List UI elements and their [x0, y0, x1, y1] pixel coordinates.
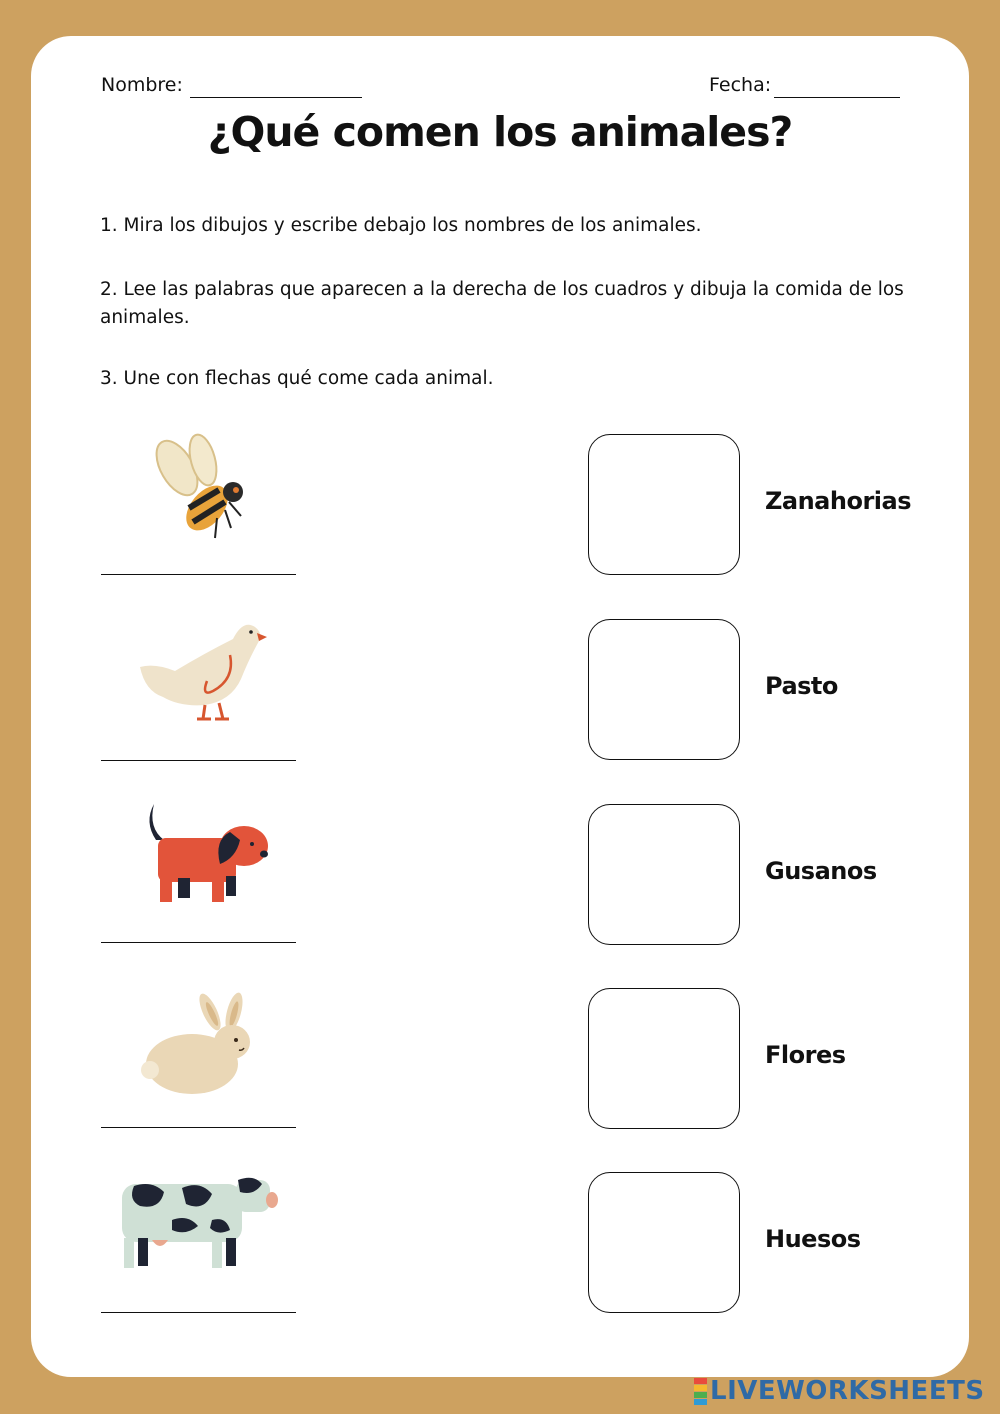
dog-icon: [142, 800, 272, 906]
food-word-pasto: Pasto: [765, 672, 838, 700]
date-label: Fecha:: [709, 74, 772, 96]
pigeon-icon: [135, 615, 270, 727]
food-word-zanahorias: Zanahorias: [765, 487, 911, 515]
draw-box-5[interactable]: [588, 1172, 740, 1313]
name-input-line[interactable]: [190, 97, 362, 98]
liveworksheets-logo[interactable]: [694, 1374, 985, 1408]
logo-text: LIVEWORKSHEETS: [710, 1376, 985, 1406]
answer-line-2[interactable]: [101, 760, 296, 761]
food-word-gusanos: Gusanos: [765, 857, 877, 885]
bee-icon: [145, 430, 255, 545]
answer-line-4[interactable]: [101, 1127, 296, 1128]
instruction-1: 1. Mira los dibujos y escribe debajo los nombres de los animales.: [100, 215, 702, 236]
rabbit-icon: [136, 990, 256, 1098]
instruction-3: 3. Une con flechas qué come cada animal.: [100, 368, 494, 389]
answer-line-5[interactable]: [101, 1312, 296, 1313]
name-label: Nombre:: [101, 74, 183, 96]
food-word-flores: Flores: [765, 1041, 846, 1069]
answer-line-1[interactable]: [101, 574, 296, 575]
logo-blocks-icon: [694, 1378, 707, 1405]
draw-box-3[interactable]: [588, 804, 740, 945]
draw-box-2[interactable]: [588, 619, 740, 760]
food-word-huesos: Huesos: [765, 1225, 861, 1253]
date-input-line[interactable]: [774, 97, 900, 98]
page-title: ¿Qué comen los animales?: [207, 108, 793, 156]
cow-icon: [112, 1170, 280, 1276]
answer-line-3[interactable]: [101, 942, 296, 943]
draw-box-4[interactable]: [588, 988, 740, 1129]
draw-box-1[interactable]: [588, 434, 740, 575]
instruction-2: 2. Lee las palabras que aparecen a la derecha de los cuadros y dibuja la comida de los animales.: [100, 279, 904, 328]
